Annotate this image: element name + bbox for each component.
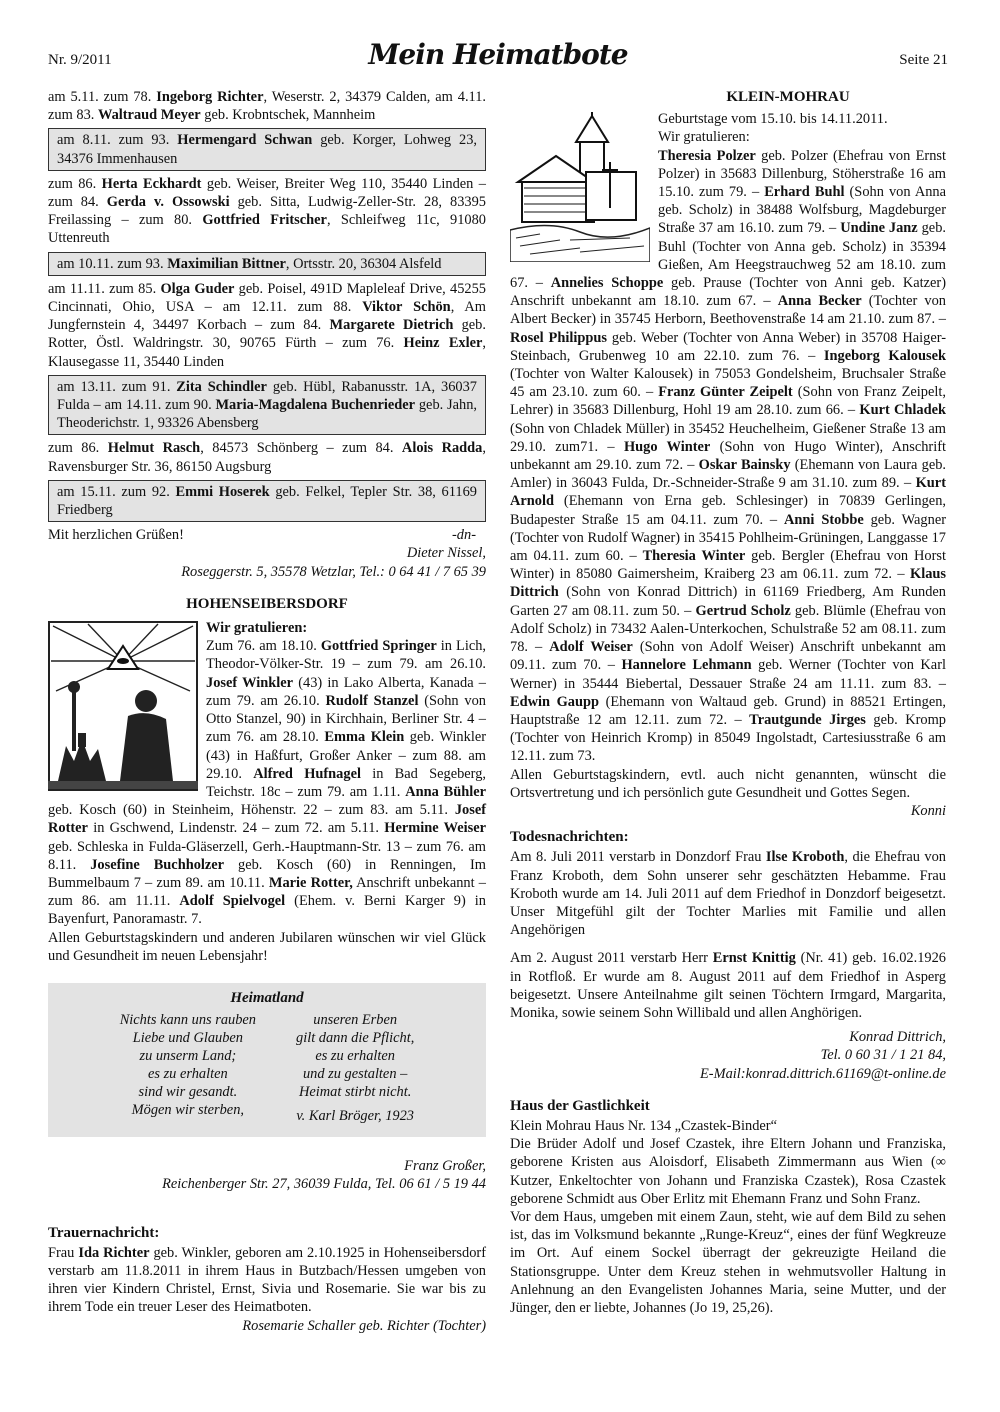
text-run: geb. Hübl, Rabanusstr. 1A, 36037 Fulda – am 14.11. zum 90. [57,378,477,414]
text-run: , Schleifweg 11c, 91080 Uttenreuth [48,212,487,247]
text-run: geb. Korger, Lohweg 23, 34376 Immenhausen [57,132,477,167]
text-run: am 15.11. zum 92. [57,483,176,500]
section-title-klein-mohrau: KLEIN-MOHRAU [726,89,850,105]
text-run: geb. Kosch (60) in Steinheim, Höhenstr. 22 – zum 83. am 5.11. [48,802,455,819]
person-name: Margarete Dietrich [329,317,454,334]
text-run: geb. Felkel, Tepler Str. 38, 61169 Friedberg [57,483,477,519]
person-name: Adolf Spielvogel [179,893,286,910]
text-run: (Sohn von Anna geb. Scholz) in 38488 Wolfsburg, Magdeburger Straße 37 am 16.10. zum 79. – [658,184,946,237]
text-run: (Tochter von Albert Becker) in 35745 Herborn, Beethovenstraße 14 am 21.10. zum 87. – [510,293,947,328]
wish-paragraph: Allen Geburtstagskindern, evtl. auch nicht genannten, wünscht die Ortsvertretung und ich persönlich gute Gesundheit und Gottes Segen. [510,766,946,801]
text-run: Anschrift unbekannt – zum 86. am 11.11. [48,874,486,910]
poem-line: Liebe und Glauben [132,1030,243,1047]
text-run: am 13.11. zum 91. [57,378,177,395]
greeting-line [48,526,486,544]
signature-address: Reichenberger Str. 27, 36039 Fulda, Tel. 06 61 / 5 19 44 [162,1176,486,1193]
person-name: Hermine Weiser [384,820,486,837]
person-name: Viktor Schön [362,299,451,316]
person-name: Undine Janz [840,220,918,237]
highlight-box [48,252,486,276]
text-run: am 10.11. zum 93. [57,255,168,272]
person-name: Edwin Gaupp [510,693,599,710]
person-name: Annelies Schoppe [550,275,664,292]
obituary-signature: Rosemarie Schaller geb. Richter (Tochter) [242,1317,486,1334]
text-run: (Sohn von Hugo Winter), Anschrift unbekannt am 29.10. zum 72. – [510,438,947,474]
person-name: Olga Guder [160,280,235,297]
text-run: Am 8. Juli 2011 verstarb in Donzdorf Frau [510,849,766,866]
signature-address: Roseggerstr. 5, 35578 Wetzlar, Tel.: 0 64 41 / 7 65 39 [181,563,486,580]
person-name: Trautgunde Jirges [749,711,866,728]
person-name: Helmut Rasch [107,440,201,457]
rich-paragraph [48,88,486,124]
text-run: , Ravensburger Str. 36, 86150 Augsburg [48,440,486,475]
house-section-title: Haus der Gastlichkeit [510,1097,650,1114]
text-run: am 8.11. zum 93. [57,132,178,149]
poem-title: Heimatland [230,989,304,1006]
wish-paragraph: Allen Geburtstagskindern und anderen Jubilaren wünschen wir viel Glück und Gesundheit im neuen Lebensjahr! [48,929,486,964]
signature-name: Franz Großer, [404,1158,486,1175]
person-name: Emma Klein [324,729,405,746]
poem-line: Heimat stirbt nicht. [298,1084,412,1101]
signature-name: Dieter Nissel, [406,545,486,562]
signature-email: E-Mail:konrad.dittrich.61169@t-online.de [700,1065,946,1082]
person-name: Ingeborg Richter [156,89,264,105]
person-name: Anna Becker [777,293,862,310]
text-run: geb. Winkler (43) in Haßfurt, Großer Anker – zum 88. am 29.10. [206,729,487,782]
poem-line: Mögen wir sterben, [131,1102,244,1119]
rich-paragraph [48,175,486,248]
text-run: (Ehemann von Erna geb. Schlesinger) in 70839 Gerlingen, Budapester Straße 15 am 04.11. zum 70. – [510,493,946,528]
person-name: Maximilian Bittner [167,255,286,272]
greeting-text: Mit herzlichen Grüßen! [48,527,184,544]
person-name: Rudolf Stanzel [325,692,419,709]
poem-line: unseren Erben [313,1012,398,1029]
person-name: Theresia Winter [642,548,746,565]
text-run: geb. Weiser, Breiter Weg 110, 35440 Linden – zum 84. [48,175,486,211]
text-run: geb. Schleska in Fulda-Gläserzell, Gerh.-Hauptmann-Str. 13 – zum 76. am 8.11. [48,838,486,873]
person-name: Emmi Hoserek [175,483,270,500]
left-column [48,88,486,1335]
person-name: Theresia Polzer [658,147,756,164]
text-run: geb. Buhl (Tochter von Anna geb. Scholz) in 35394 Gießen, Am Heegstrauchweg 52 am 18.10. zum 67. – [510,220,946,292]
text-run: (Ehemann von Laura geb. Amler) in 36043 Fulda, Dr.-Schneider-Straße 9 am 31.10. zum 89. – [510,457,946,492]
rich-paragraph [510,848,946,939]
text-run: , Am Jungfernstein 4, 34497 Korbach – zum 84. [48,299,486,334]
text-run: , Weserstr. 2, 34379 Calden, am 4.11. zum 83. [48,89,487,124]
death-notices-title: Todesnachrichten: [510,829,629,846]
poem-line: zu unserm Land; [139,1048,237,1065]
text-run: (Sohn von Adolf Weiser) Anschrift unbekannt am 09.11. zum 70. – [510,639,946,674]
signature-name: Konni [910,802,946,819]
text-run: geb. Rotter, Östl. Waldringstr. 30, 90765 Fürth – zum 76. [48,317,486,352]
issue-number: Nr. 9/2011 [48,52,112,68]
person-name: Klaus Dittrich [510,566,946,601]
poem-line: sind wir gesandt. [138,1084,238,1101]
poem-author: v. Karl Bröger, 1923 [296,1108,414,1125]
text-run: Am 2. August 2011 verstarb Herr [510,950,713,967]
person-name: Alois Radda [401,440,483,457]
rich-paragraph [48,439,486,475]
rich-paragraph [48,1244,486,1317]
person-name: Alfred Hufnagel [253,765,361,782]
person-name: Hugo Winter [623,438,711,455]
poem-line: Nichts kann uns rauben [119,1012,256,1029]
text-run: geb. Polzer (Ehefrau von Ernst Polzer) in 35683 Dillenburg, Stöherstraße 16 am 15.10. zum 79. – [658,147,946,201]
poem-line: es zu erhalten [315,1048,395,1065]
person-name: Ingeborg Kalousek [823,347,946,364]
text-run: (Ehemann von Waltaud geb. Grund) in 88521 Ertingen, Hauptstraße 12 am 12.11. zum 72. – [510,693,946,728]
person-name: Gottfried Fritscher [202,212,327,229]
text-run: geb. Kosch (60) in Renningen, Im Bummelbaum 7 – zum 89. am 10.11. [48,856,486,891]
text-run: (Nr. 41) geb. 16.02.1926 in Rotfloß. Er wurde am 8. August 2011 auf dem Friedhof in Asperg beigesetzt. Unsere Anteilnahme gilt seinen Töchtern Irmgard, Margarita, Monika, sowie seinem Sohn Willibald und allen Anghörigen. [510,950,946,1021]
right-column [510,88,946,1317]
text-run: am 11.11. zum 85. [48,280,161,297]
text-run: (Sohn von Chladek Müller) in 35452 Heuchelheim, Gießener Straße 13 am 29.10. zum71. – [510,420,946,455]
rich-paragraph [48,280,486,371]
text-run: zum 86. [48,440,108,457]
woodcut-image [48,621,198,791]
poem-line: es zu erhalten [148,1066,228,1083]
person-name: Anni Stobbe [784,511,864,528]
church-image [510,112,650,262]
page-number: Seite 21 [899,52,948,68]
text-run: geb. Sitta, Ludwig-Zeller-Str. 28, 83395 Freilassing – zum 80. [48,194,486,229]
text-run: Frau [48,1244,79,1261]
house-paragraph: Die Brüder Adolf und Josef Czastek, ihre Eltern Johann und Franziska, geborene Kristen aus Aloisdorf, Elisabeth Zimmermann aus Wien (∞ Kutzer, Enkeltochter von Johann und Franziska Czastek), Rosa Czastek geborene Schmidt aus Ober Erlitz mit Ehemann Franz und Sohn Franz. [510,1136,946,1207]
text-run: (Tochter von Walter Kalousek) in 75053 Gondelsheim, Bruchsaler Straße 45 am 23.10. zum 60. – [510,366,946,401]
obituary-title: Trauernachricht: [48,1224,160,1241]
text-run: geb. Krobntschek, Mannheim [200,107,376,124]
text-run: (Sohn von Konrad Dittrich) in 61169 Friedberg, Am Runden Garten 27 am 08.11. zum 50. – [510,584,946,619]
person-name: Ida Richter [78,1244,150,1261]
poem-line: gilt dann die Pflicht, [296,1030,415,1047]
person-name: Gerda v. Ossowski [106,194,230,211]
church-illustration [510,112,650,267]
person-name: Adolf Weiser [549,639,633,656]
text-run: , Klausegasse 11, 35440 Linden [48,335,486,370]
greeting-initials: -dn- [452,527,476,544]
text-run: in Lich, Theodor-Völker-Str. 19 – zum 79. am 26.10. [206,638,486,673]
text-run: geb. Kromp (Tochter von Heinrich Kromp) in 85049 Ingolstadt, Cartesiusstraße 6 am 12.11. zum 73. [510,711,946,765]
text-run: geb. Winkler, geboren am 2.10.1925 in Hohenseibersdorf verstarb am 11.8.2011 in ihrem Haus in Butzbach/Hessen umgeben von ihren vier Kindern Christel, Ernst, Sivia und Rosemarie. Sie war bis zu ihrem Tode ein treuer Leser des Heimatboten. [48,1244,486,1316]
text-run: am 5.11. zum 78. [48,89,157,105]
house-paragraph: Vor dem Haus, umgeben mit einem Zaun, steht, wie auf dem Bild zu sehen ist, das im Volksmund bekannte „Runge-Kreuz“, eines der fünf Wegkreuze im Ort. Auf einem Sockel überragt der gekreuzigte Heiland die Stationsgruppe. Unter dem Kreuz stehen in wehmutsvoller Haltung in Anlehnung an den Evangelisten Johannes Maria, seine Mutter, und der Jünger, den er liebte, Johannes (Jo 19, 25,26). [510,1208,946,1316]
text-run: Zum 76. am 18.10. [206,638,321,655]
section-title-hohenseibersdorf: HOHENSEIBERSDORF [186,595,348,612]
person-name: Heinz Exler [403,335,483,352]
person-name: Kurt Arnold [510,475,946,510]
masthead-logo: Mein Heimatbote [368,38,628,71]
person-name: Rosel Philippus [510,329,607,346]
text-run: geb. Jahn, Theoderichstr. 1, 93326 Abensberg [57,397,477,432]
person-name: Josef Rotter [48,802,486,837]
text-run: geb. Poisel, 491D Mapleleaf Drive, 45255 Cincinnati, Ohio, USA – am 12.11. zum 88. [48,280,487,316]
poem-box [48,983,486,1137]
text-run: geb. Wagner (Tochter von Rudolf Wagner) in 35415 Pohlheim-Grüningen, Langgasse 17 am 04.11. zum 60. – [510,511,947,565]
congrats-heading-text: Wir gratulieren: [206,620,308,637]
poem-column-2 [296,1011,414,1125]
person-name: Josefine Buchholzer [90,856,225,873]
text-run: in Bad Segeberg, Teichstr. 18c – zum 79. am 1.11. [206,765,486,800]
text-run: geb. Bergler (Ehefrau von Horst Winter) in 85080 Gaimersheim, Kraiberg 23 am 06.11. zum 72. – [510,548,946,583]
person-name: Gertrud Scholz [695,602,791,619]
page-header [48,38,948,76]
text-run: (Sohn von Franz Zeipelt, Lehrer) in 35683 Dillenburg, Hohl 19 am 28.10. zum 66. – [510,384,946,419]
person-name: Anna Bühler [405,783,486,800]
person-name: Gottfried Springer [320,638,437,655]
signature-name: Konrad Dittrich, [849,1029,946,1046]
person-name: Erhard Buhl [764,184,845,201]
person-name: Oskar Bainsky [698,457,791,474]
person-name: Ernst Knittig [712,950,796,967]
text-run: zum 86. [48,175,102,192]
person-name: Maria-Magdalena Buchenrieder [215,397,416,414]
highlight-box [48,128,486,170]
text-run: , Ortsstr. 20, 36304 Alsfeld [285,255,442,272]
text-run: geb. Prause (Tochter von Anni geb. Katzer) Anschrift unbekannt am 18.10. zum 67. – [510,275,947,310]
person-name: Herta Eckhardt [101,175,202,192]
person-name: Franz Günter Zeipelt [658,384,793,401]
text-run: (Sohn von Otto Stanzel, 90) in Kirchhain, Berliner Str. 4 – zum 76. am 28.10. [206,692,487,746]
text-run: geb. Werner (Tochter von Karl Werner) in 35444 Biebertal, Dessauer Straße 24 am 11.11. zum 83. – [510,657,946,692]
person-name: Ilse Kroboth [765,849,845,866]
signature-phone: Tel. 0 60 31 / 1 21 84, [820,1047,946,1064]
text-run: (Ehem. v. Berni Karger 9) in Bayenfurt, Panoramastr. 7. [48,893,486,928]
highlight-box [48,375,486,436]
person-name: Josef Winkler [206,674,294,691]
intro-line: Wir gratulieren: [658,129,750,146]
person-name: Marie Rotter, [268,874,353,891]
person-name: Hannelore Lehmann [621,657,752,674]
poem-column-1 [120,1011,256,1125]
text-run: , die Ehefrau von Franz Kroboth, dem Sohn unserer sehr geschätzten Hebamme. Frau Kroboth wurde am 14. Juli 2011 auf dem Friedhof in Donzdorf beigesetzt. Unser Mitgefühl gilt der Tochter Marlies mit Familie und allen Angehörigen [510,849,946,939]
person-name: Kurt Chladek [859,402,946,419]
rich-paragraph [510,949,946,1022]
text-run: (43) in Lako Alberta, Kanada – zum 79. am 26.10. [206,674,486,709]
text-run: geb. Blümle (Ehefrau von Adolf Scholz) in 73432 Aalen-Unterkochen, Schulstraße 52 am 08.11. zum 78. – [510,602,946,656]
person-name: Hermengard Schwan [177,132,313,149]
person-name: Zita Schindler [176,378,267,395]
intro-line: Geburtstage vom 15.10. bis 14.11.2011. [658,111,888,128]
house-subtitle: Klein Mohrau Haus Nr. 134 „Czastek-Binder“ [510,1117,777,1134]
text-run: geb. Weber (Tochter von Anna Weber) in 35708 Haiger-Steinbach, Grubenweg 10 am 22.10. zum 76. – [510,329,947,364]
text-run: in Gschwend, Lindenstr. 24 – zum 72. am 5.11. [87,820,385,837]
highlight-box [48,480,486,522]
text-run: , 84573 Schönberg – zum 84. [200,440,402,457]
poem-line: und zu gestalten – [302,1066,408,1083]
person-name: Waltraud Meyer [97,107,201,124]
woodcut-illustration [48,621,198,796]
